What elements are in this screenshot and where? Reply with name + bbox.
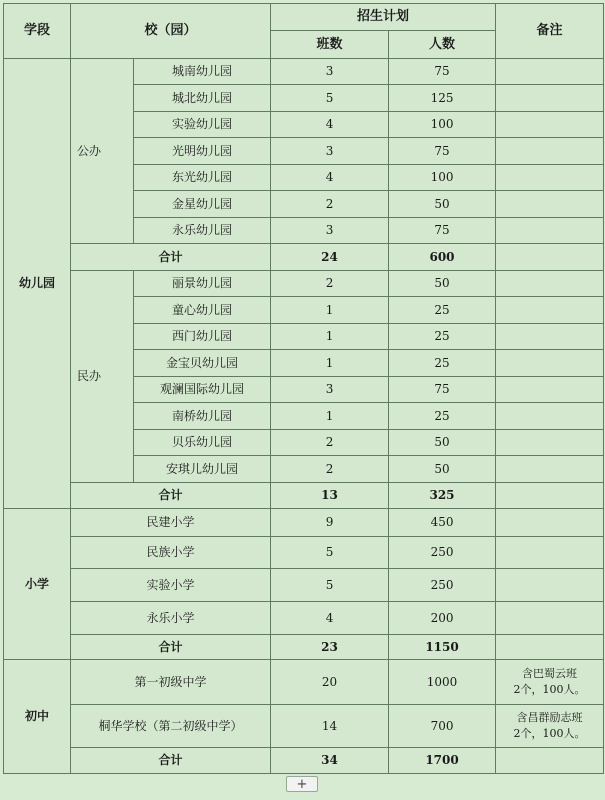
student-count: 50 (389, 191, 496, 218)
school-name: 西门幼儿园 (134, 324, 271, 350)
subtotal-row (4, 244, 604, 271)
subtotal-row (4, 748, 604, 774)
stage-kindergarten: 幼儿园 (4, 59, 71, 509)
subtotal-row (4, 483, 604, 509)
student-count: 75 (389, 377, 496, 403)
note-cell (496, 456, 604, 483)
group-public: 公办 (71, 59, 134, 244)
school-name: 桐华学校（第二初级中学） (71, 705, 271, 748)
school-name: 光明幼儿园 (134, 138, 271, 165)
student-count: 1000 (389, 660, 496, 705)
student-count: 50 (389, 430, 496, 456)
header-enrollment-plan: 招生计划 (271, 4, 496, 31)
note-cell (496, 59, 604, 85)
note-cell (496, 112, 604, 138)
note-cell (496, 509, 604, 537)
class-count: 3 (271, 377, 389, 403)
class-count: 5 (271, 85, 389, 112)
class-count: 2 (271, 271, 389, 297)
subtotal-classes: 23 (271, 635, 389, 660)
note-cell (496, 660, 604, 705)
table-row (4, 537, 604, 569)
subtotal-classes: 24 (271, 244, 389, 271)
subtotal-classes: 13 (271, 483, 389, 509)
school-name: 城北幼儿园 (134, 85, 271, 112)
student-count: 100 (389, 165, 496, 191)
student-count: 25 (389, 324, 496, 350)
student-count: 250 (389, 537, 496, 569)
subtotal-label: 合计 (71, 748, 271, 774)
note-cell (496, 748, 604, 774)
class-count: 4 (271, 602, 389, 635)
note-cell (496, 403, 604, 430)
note-cell (496, 483, 604, 509)
subtotal-label: 合计 (71, 483, 271, 509)
note-cell (496, 218, 604, 244)
table-row (4, 59, 604, 85)
school-name: 观澜国际幼儿园 (134, 377, 271, 403)
note-cell (496, 377, 604, 403)
note-line: 含巴蜀云班 (522, 666, 578, 680)
note-cell (496, 165, 604, 191)
header-school: 校（园） (71, 4, 271, 59)
school-name: 实验小学 (71, 569, 271, 602)
class-count: 3 (271, 138, 389, 165)
student-count: 25 (389, 403, 496, 430)
student-count: 50 (389, 456, 496, 483)
school-name: 丽景幼儿园 (134, 271, 271, 297)
note-cell (496, 244, 604, 271)
school-name: 安琪儿幼儿园 (134, 456, 271, 483)
subtotal-students: 1700 (389, 748, 496, 774)
school-name: 童心幼儿园 (134, 297, 271, 324)
student-count: 450 (389, 509, 496, 537)
note-cell (496, 537, 604, 569)
enrollment-plan-table (3, 3, 604, 774)
school-name: 民建小学 (71, 509, 271, 537)
class-count: 2 (271, 430, 389, 456)
class-count: 1 (271, 324, 389, 350)
note-cell (496, 350, 604, 377)
note-cell (496, 271, 604, 297)
class-count: 20 (271, 660, 389, 705)
school-name: 实验幼儿园 (134, 112, 271, 138)
group-private: 民办 (71, 271, 134, 483)
school-name: 金宝贝幼儿园 (134, 350, 271, 377)
subtotal-label: 合计 (71, 635, 271, 660)
header-students: 人数 (389, 31, 496, 59)
class-count: 9 (271, 509, 389, 537)
stage-junior: 初中 (4, 660, 71, 774)
header-note: 备注 (496, 4, 604, 59)
student-count: 250 (389, 569, 496, 602)
class-count: 1 (271, 350, 389, 377)
class-count: 3 (271, 59, 389, 85)
note-cell (496, 297, 604, 324)
school-name: 永乐幼儿园 (134, 218, 271, 244)
school-name: 永乐小学 (71, 602, 271, 635)
note-cell (496, 635, 604, 660)
class-count: 14 (271, 705, 389, 748)
class-count: 3 (271, 218, 389, 244)
table-row (4, 569, 604, 602)
student-count: 100 (389, 112, 496, 138)
school-name: 东光幼儿园 (134, 165, 271, 191)
add-button[interactable]: + (286, 776, 318, 792)
stage-primary: 小学 (4, 509, 71, 660)
subtotal-students: 600 (389, 244, 496, 271)
school-name: 金星幼儿园 (134, 191, 271, 218)
table-row (4, 602, 604, 635)
note-cell (496, 569, 604, 602)
student-count: 200 (389, 602, 496, 635)
note-cell (496, 602, 604, 635)
note-line: 2个，100人。 (513, 683, 586, 696)
school-name: 第一初级中学 (71, 660, 271, 705)
student-count: 50 (389, 271, 496, 297)
note-cell (496, 138, 604, 165)
note-cell (496, 430, 604, 456)
note-cell (496, 85, 604, 112)
school-name: 城南幼儿园 (134, 59, 271, 85)
student-count: 75 (389, 59, 496, 85)
header-row (4, 4, 604, 31)
student-count: 125 (389, 85, 496, 112)
class-count: 1 (271, 297, 389, 324)
student-count: 75 (389, 218, 496, 244)
note-cell (496, 705, 604, 748)
school-name: 南桥幼儿园 (134, 403, 271, 430)
class-count: 2 (271, 456, 389, 483)
student-count: 75 (389, 138, 496, 165)
subtotal-row (4, 635, 604, 660)
note-line: 2个，100人。 (513, 727, 586, 740)
table-row (4, 509, 604, 537)
class-count: 5 (271, 537, 389, 569)
note-line: 含昌群励志班 (516, 710, 583, 724)
student-count: 25 (389, 350, 496, 377)
class-count: 4 (271, 165, 389, 191)
school-name: 民族小学 (71, 537, 271, 569)
class-count: 1 (271, 403, 389, 430)
note-cell (496, 191, 604, 218)
student-count: 25 (389, 297, 496, 324)
header-stage: 学段 (4, 4, 71, 59)
class-count: 5 (271, 569, 389, 602)
class-count: 4 (271, 112, 389, 138)
student-count: 700 (389, 705, 496, 748)
subtotal-students: 325 (389, 483, 496, 509)
table-row (4, 705, 604, 748)
header-classes: 班数 (271, 31, 389, 59)
table-row (4, 271, 604, 297)
class-count: 2 (271, 191, 389, 218)
table-row (4, 660, 604, 705)
subtotal-students: 1150 (389, 635, 496, 660)
school-name: 贝乐幼儿园 (134, 430, 271, 456)
subtotal-label: 合计 (71, 244, 271, 271)
note-cell (496, 324, 604, 350)
subtotal-classes: 34 (271, 748, 389, 774)
